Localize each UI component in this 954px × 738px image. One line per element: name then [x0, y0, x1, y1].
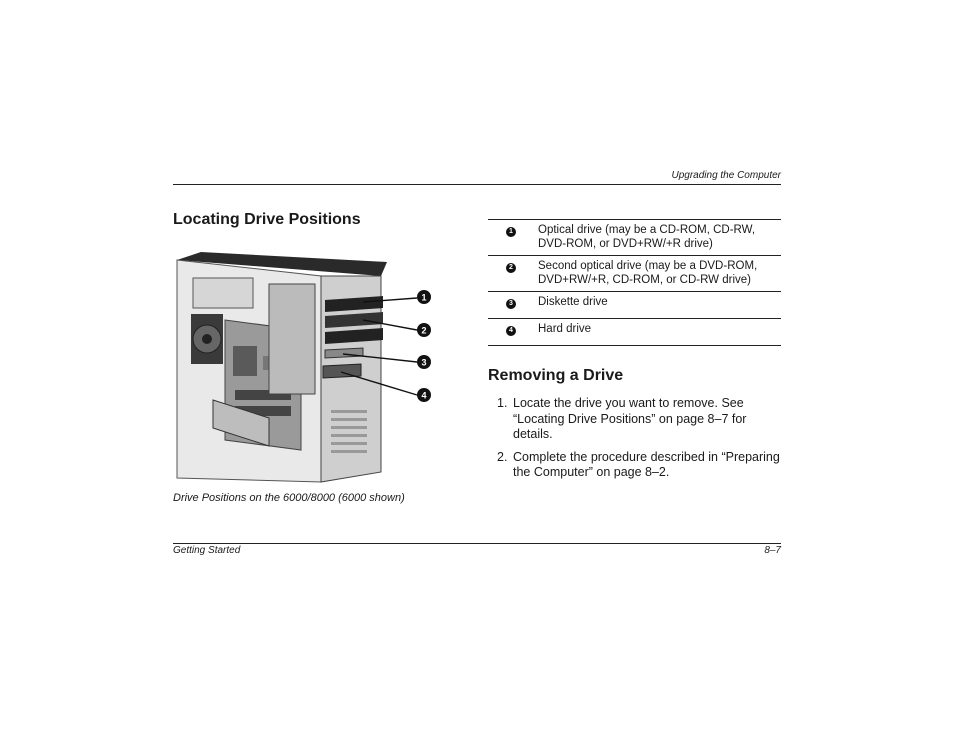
legend-row [488, 256, 781, 292]
header-rule [173, 184, 781, 185]
legend-row [488, 319, 781, 346]
svg-text:4: 4 [421, 390, 427, 401]
removal-steps [497, 396, 781, 488]
footer-rule [173, 543, 781, 544]
step-text: Locate the drive you want to remove. See “Locating Drive Positions” on page 8–7 for details. [513, 396, 747, 441]
svg-text:1: 1 [421, 292, 427, 303]
legend-marker: 3 [488, 292, 522, 319]
section-heading-removing: Removing a Drive [488, 367, 624, 384]
step-text: Complete the procedure described in “Preparing the Computer” on page 8–2. [513, 449, 780, 479]
running-head: Upgrading the Computer [671, 170, 781, 181]
footer-book-title: Getting Started [173, 545, 241, 556]
drive-positions-figure [173, 250, 435, 485]
svg-text:2: 2 [421, 325, 427, 336]
legend-marker: 1 [488, 220, 522, 256]
legend-text: Second optical drive (may be a DVD-ROM, DVD+RW/+R, CD-ROM, or CD-RW drive) [522, 256, 781, 292]
legend-marker: 4 [488, 319, 522, 346]
footer-page-number: 8–7 [764, 545, 781, 556]
drive-legend-table [488, 219, 781, 346]
step-number: 1. [497, 396, 508, 410]
legend-marker: 2 [488, 256, 522, 292]
section-heading-locating: Locating Drive Positions [173, 211, 361, 228]
step-number: 2. [497, 449, 508, 464]
step-item [497, 396, 781, 443]
legend-text: Optical drive (may be a CD-ROM, CD-RW, DVD-ROM, or DVD+RW/+R drive) [522, 220, 781, 256]
figure-caption: Drive Positions on the 6000/8000 (6000 shown) [173, 492, 405, 504]
callout-3 [417, 355, 431, 369]
step-item [497, 450, 781, 481]
legend-row [488, 220, 781, 256]
legend-row [488, 292, 781, 319]
legend-text: Hard drive [522, 319, 781, 346]
callout-2 [417, 323, 431, 337]
callout-4 [417, 388, 431, 402]
callout-1 [417, 290, 431, 304]
svg-text:3: 3 [421, 357, 427, 368]
legend-text: Diskette drive [522, 292, 781, 319]
